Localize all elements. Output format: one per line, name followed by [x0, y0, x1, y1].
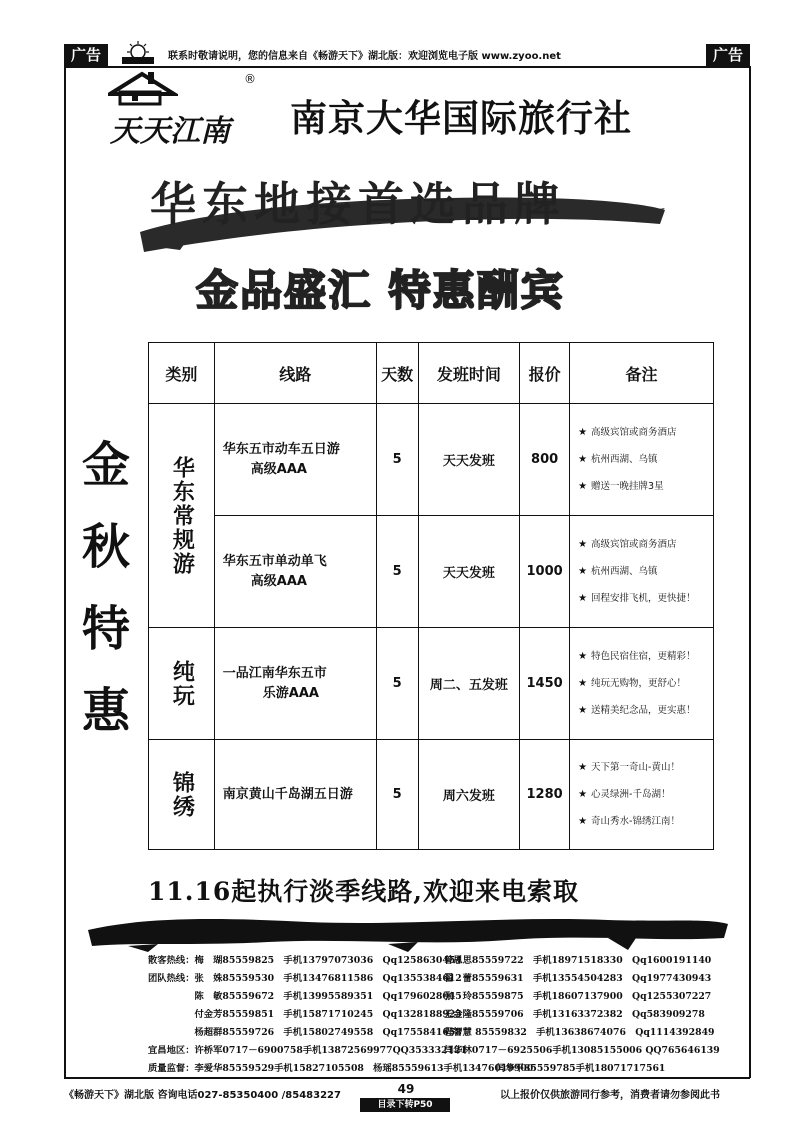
contact-row: 付金芳85559851 手机15871710245 Qq1328188925 [148, 1009, 462, 1020]
price-cell: 1000 [520, 516, 570, 628]
ad-tag-left: 广告 [64, 44, 108, 66]
route-name: 华东五市动车五日游 [222, 441, 340, 457]
route-name: 华东五市单动单飞 [222, 553, 327, 569]
days-cell: 5 [376, 740, 418, 850]
frame-right [749, 66, 751, 1078]
publisher-logo [118, 40, 158, 66]
contact-row: 团队热线：张 姝85559530 手机13476811586 Qq1355384612 [148, 973, 462, 984]
notes-cell [570, 740, 714, 850]
star-icon: ★ [578, 678, 588, 689]
notes-cell [570, 404, 714, 516]
category-cell [149, 740, 215, 850]
note-item: ★ 杭州西湖、乌镇 [578, 566, 658, 577]
days-cell: 5 [376, 628, 418, 740]
side-banner-char-2: 秋 [81, 519, 130, 575]
table-row [149, 404, 714, 516]
note-item: ★ 高级宾馆或商务酒店 [578, 539, 677, 550]
price-cell: 1450 [520, 628, 570, 740]
contact-row: 陈 敏85559672 手机13995589351 Qq1796028045 [148, 991, 462, 1002]
note-item: ★ 奇山秀水-锦绣江南！ [578, 816, 680, 827]
days-cell: 5 [376, 516, 418, 628]
header-category: 类别 [149, 343, 215, 404]
category-label: 华东常规游 [169, 455, 195, 576]
note-item: ★ 纯玩无购物，更舒心！ [578, 678, 687, 689]
category-label: 锦绣 [169, 770, 195, 819]
note-item: ★ 特色民宿住宿，更精彩！ [578, 651, 696, 662]
header-route: 线路 [214, 343, 376, 404]
departure-cell: 天天发班 [418, 404, 520, 516]
contact-row: 闫华林0717－6925506手机13085155006 QQ765646139 [444, 1045, 720, 1056]
agency-name: 南京大华国际旅行社 [290, 97, 632, 140]
star-icon: ★ [578, 651, 588, 662]
frame-top [64, 66, 750, 68]
notes-cell [570, 628, 714, 740]
brand-logo-text: 天天江南 [110, 114, 230, 149]
star-icon: ★ [578, 705, 588, 716]
route-cell [214, 404, 376, 516]
route-grade: 乐游AAA [262, 685, 319, 701]
star-icon: ★ [578, 481, 588, 492]
star-icon: ★ [578, 427, 588, 438]
contact-row: 质量监督：李爱华85559529手机15827105508 杨瑶85559613手机13476019900 [148, 1063, 534, 1074]
star-icon: ★ [578, 566, 588, 577]
category-cell [149, 404, 215, 628]
route-cell [214, 516, 376, 628]
contact-row: 翟 蕾85559631 手机13554504283 Qq1977430943 [444, 973, 712, 984]
star-icon: ★ [578, 789, 588, 800]
side-banner-char-3: 特 [81, 601, 130, 657]
contact-row: 散客热线：梅 瑚85559825 手机13797073036 Qq1258630454 [148, 955, 462, 966]
star-icon: ★ [578, 593, 588, 604]
contact-row: 杨超群85559726 手机15802749558 Qq1755841658 [148, 1027, 462, 1038]
contact-row: 程智慧 85559832 手机13638674076 Qq1114392849 [444, 1027, 715, 1038]
note-item: ★ 送精美纪念品，更实惠！ [578, 705, 696, 716]
contact-row: 王金隆85559706 手机13163372382 Qq583909278 [444, 1009, 705, 1020]
star-icon: ★ [578, 816, 588, 827]
note-item: ★ 高级宾馆或商务酒店 [578, 427, 677, 438]
contact-row: 宜昌地区：许桥军0717－6900758手机13872569977QQ353332121 [148, 1045, 467, 1056]
notes-cell [570, 516, 714, 628]
price-cell: 1280 [520, 740, 570, 850]
contact-row: 闫华平85559785手机18071717561 [496, 1063, 666, 1074]
toc-link[interactable]: 目录下转P50 [360, 1098, 450, 1112]
frame-left [64, 66, 66, 1078]
departure-cell: 周六发班 [418, 740, 520, 850]
contact-row: 曾思思85559722 手机18971518330 Qq1600191140 [444, 955, 712, 966]
category-cell [149, 628, 215, 740]
route-name: 一品江南华东五市 [222, 665, 327, 681]
table-row [149, 516, 714, 628]
route-name: 南京黄山千岛湖五日游 [222, 786, 353, 802]
contact-row: 张 玲85559875 手机18607137900 Qq1255307227 [444, 991, 712, 1002]
header-notes: 备注 [570, 343, 714, 404]
category-label: 纯玩 [169, 659, 195, 708]
price-cell: 800 [520, 404, 570, 516]
route-cell [214, 628, 376, 740]
ad-tag-right: 广告 [706, 44, 750, 66]
footer-right: 以上报价仅供旅游同行参考，消费者请勿参阅此书 [500, 1090, 720, 1101]
star-icon: ★ [578, 539, 588, 550]
footer-left: 《畅游天下》湖北版 咨询电话027-85350400 /85483227 [64, 1090, 341, 1101]
note-item: ★ 天下第一奇山-黄山！ [578, 762, 680, 773]
header-notice: 联系时敬请说明，您的信息来自《畅游天下》湖北版：欢迎浏览电子版 www.zyoo.net [168, 51, 561, 62]
header-days: 天数 [376, 343, 418, 404]
route-grade: 高级AAA [250, 573, 307, 589]
table-row [149, 628, 714, 740]
routes-table [148, 342, 714, 850]
note-item: ★ 杭州西湖、乌镇 [578, 454, 658, 465]
header-price: 报价 [520, 343, 570, 404]
note-item: ★ 心灵绿洲-千岛湖！ [578, 789, 671, 800]
route-cell [214, 740, 376, 850]
table-row [149, 740, 714, 850]
slogan: 华东地接首选品牌 [150, 177, 566, 231]
side-banner-char-4: 惠 [81, 683, 130, 739]
route-grade: 高级AAA [250, 461, 307, 477]
days-cell: 5 [376, 404, 418, 516]
departure-cell: 周二、五发班 [418, 628, 520, 740]
callout: 11.16起执行淡季线路,欢迎来电索取 [148, 877, 579, 906]
departure-cell: 天天发班 [418, 516, 520, 628]
note-item: ★ 赠送一晚挂牌3星 [578, 481, 664, 492]
table-header-row [149, 343, 714, 404]
side-banner-char-1: 金 [81, 437, 130, 493]
header-departure: 发班时间 [418, 343, 520, 404]
star-icon: ★ [578, 454, 588, 465]
page-number: 49 [397, 1082, 415, 1096]
ink-splash-decoration [88, 908, 728, 952]
house-logo-icon [108, 70, 178, 106]
note-item: ★ 回程安排飞机，更快捷！ [578, 593, 696, 604]
promo-headline: 金品盛汇 特惠酬宾 [196, 266, 565, 315]
registered-mark: ® [244, 72, 256, 86]
star-icon: ★ [578, 762, 588, 773]
